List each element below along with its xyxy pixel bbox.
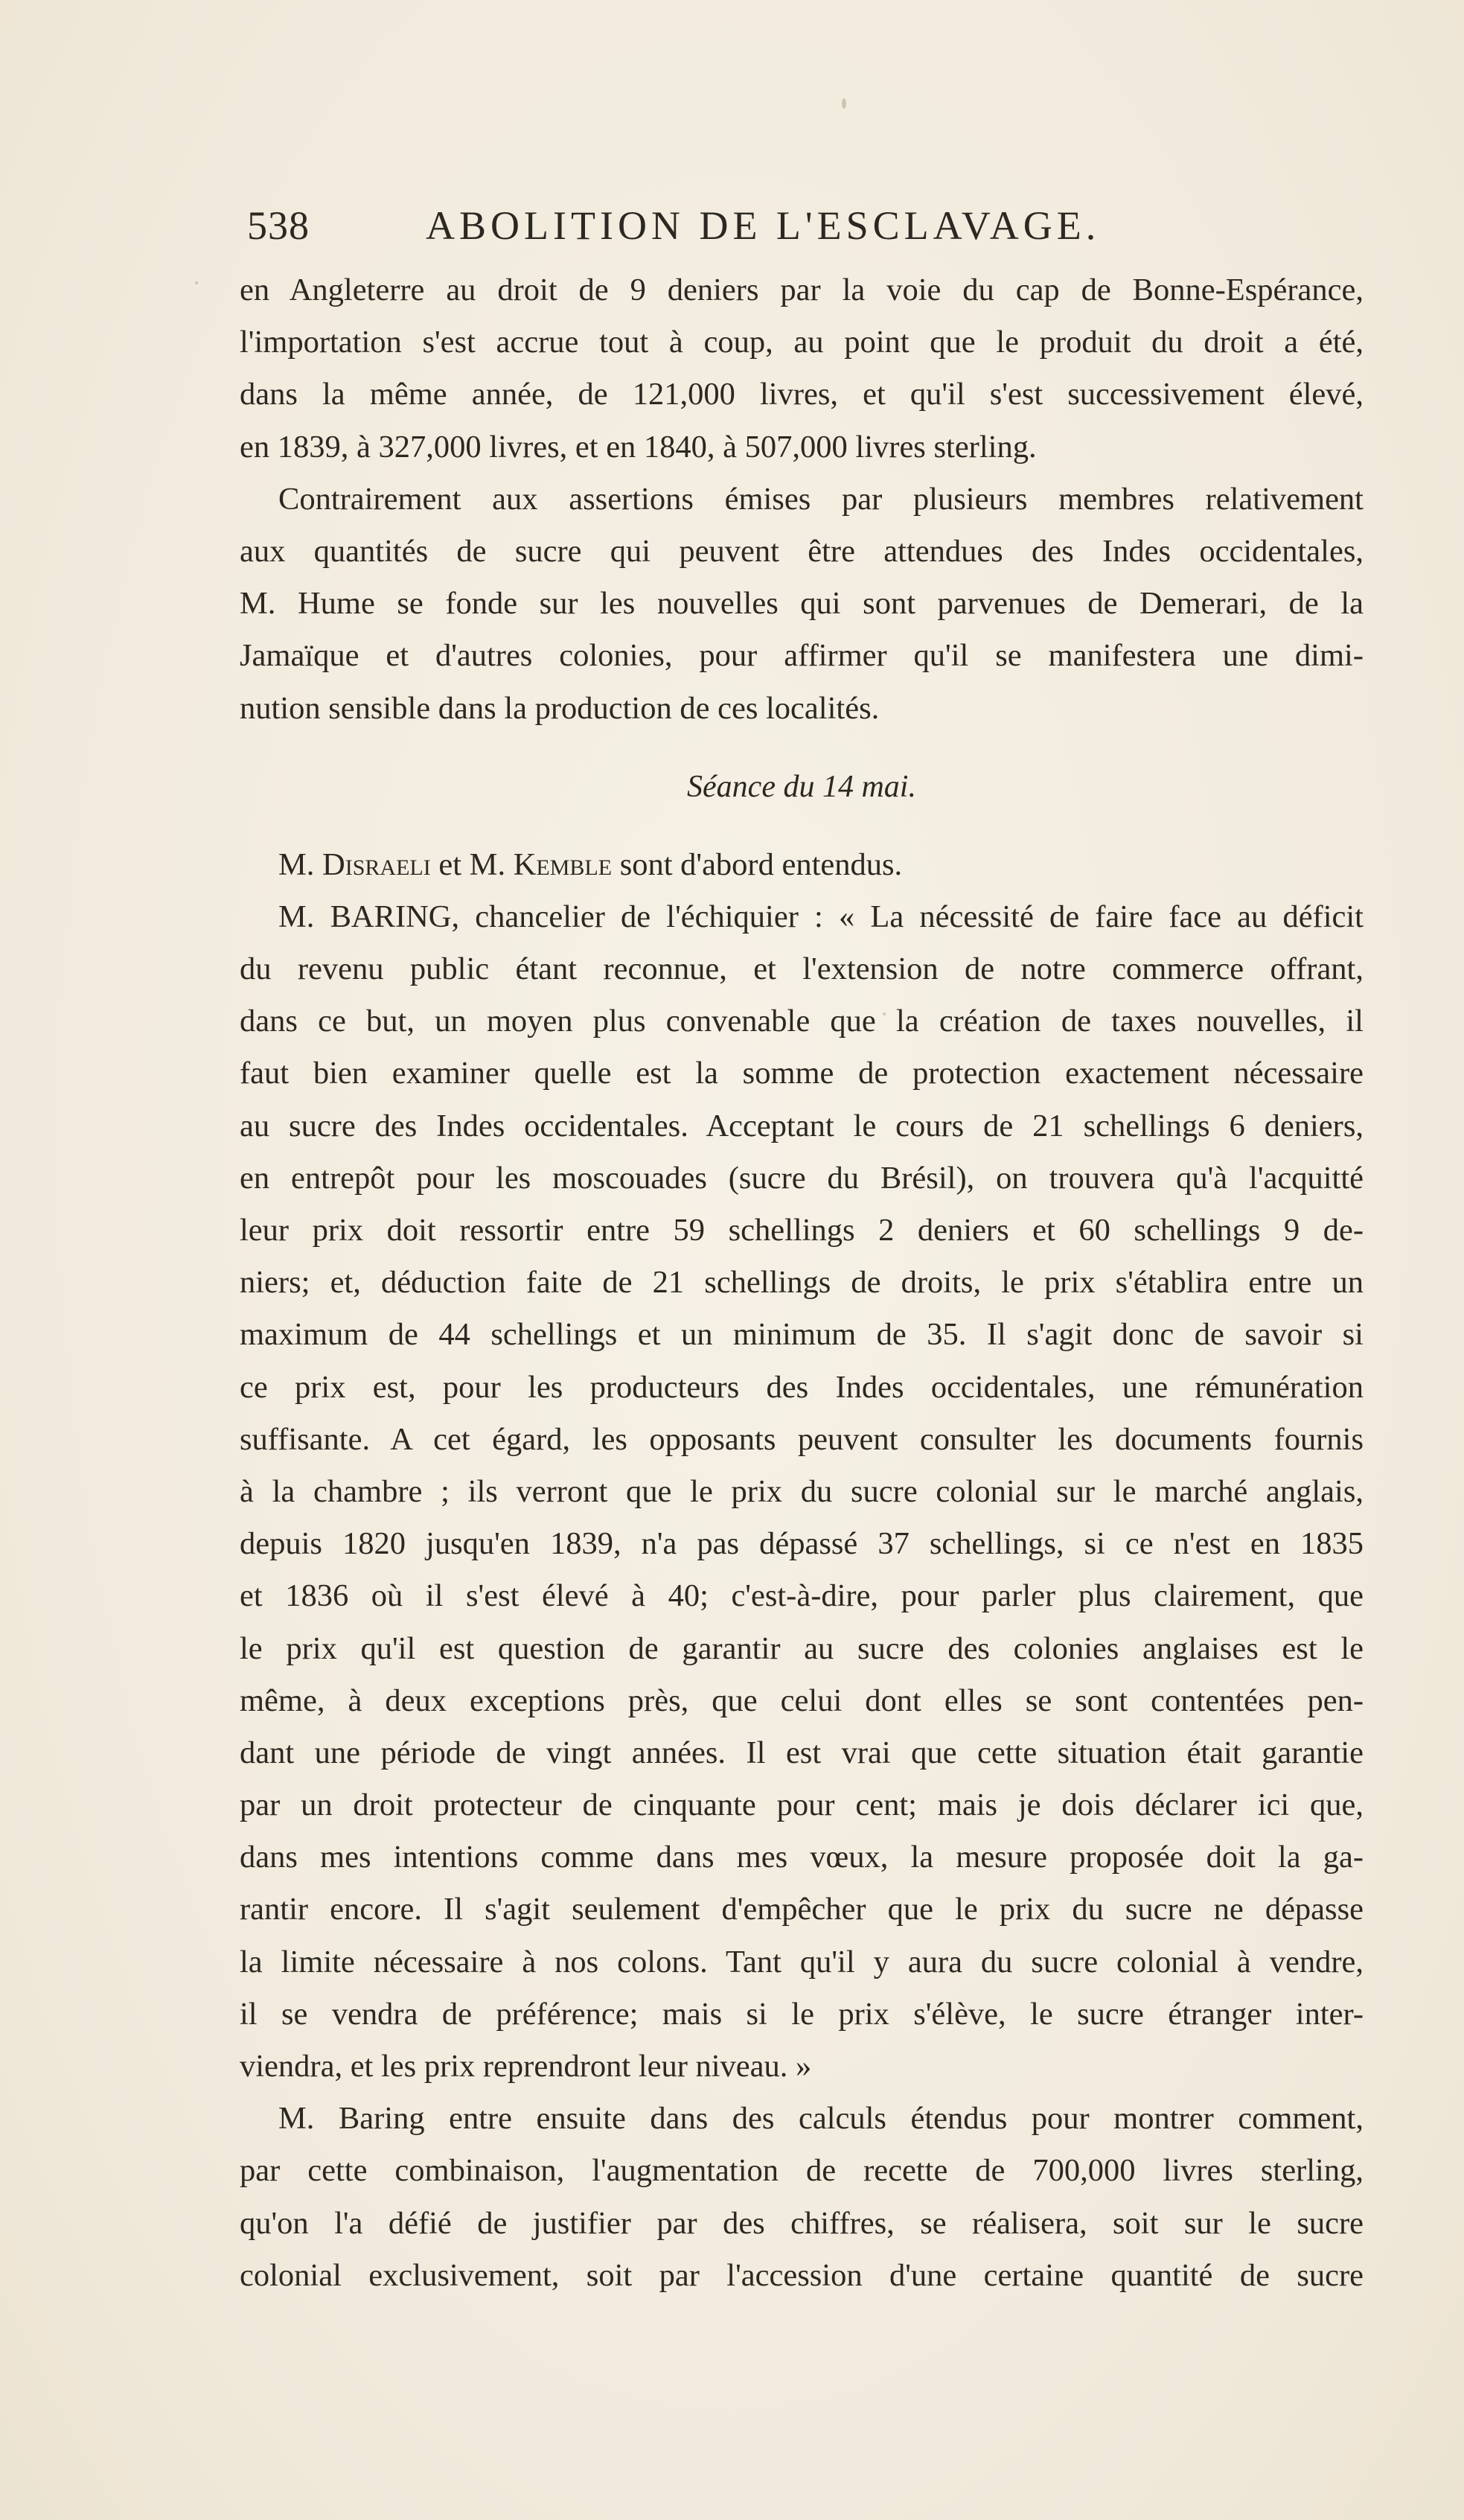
text-line: la limite nécessaire à nos colons. Tant qu'il y aura du sucre colonial à vendre, [240,1944,1364,1980]
text-line: par un droit protecteur de cinquante pour cent; mais je dois déclarer ici que, [240,1787,1364,1823]
text-line: du revenu public étant reconnue, et l'extension de notre commerce offrant, [240,951,1364,987]
running-title: ABOLITION DE L'ESCLAVAGE. [426,203,1101,248]
session-heading: Séance du 14 mai. [687,769,916,804]
text-line: M. BARING, chancelier de l'échiquier : « La nécessité de faire face au déficit [278,899,1364,934]
text-line: rantir encore. Il s'agit seulement d'empêcher que le prix du sucre ne dépasse [240,1892,1364,1927]
text-line: à la chambre ; ils verront que le prix du sucre colonial sur le marché anglais, [240,1473,1364,1509]
text-line: depuis 1820 jusqu'en 1839, n'a pas dépassé 37 schellings, si ce n'est en 1835 [240,1526,1364,1562]
text-line: au sucre des Indes occidentales. Acceptant le cours de 21 schellings 6 deniers, [240,1108,1364,1143]
text-line: M. Hume se fonde sur les nouvelles qui sont parvenues de Demerari, de la [240,586,1364,622]
text-line: ce prix est, pour les producteurs des Indes occidentales, une rémunération [240,1369,1364,1405]
speaker-name: Disraeli [322,846,431,882]
text-line: leur prix doit ressortir entre 59 schellings 2 deniers et 60 schellings 9 de- [240,1213,1364,1248]
page-number: 538 [247,203,310,248]
text-line: dant une période de vingt années. Il est vrai que cette situation était garantie [240,1735,1364,1770]
paper-speck [842,98,846,109]
text-line: Jamaïque et d'autres colonies, pour affirmer qu'il se manifestera une dimi- [240,638,1364,674]
text-line: en 1839, à 327,000 livres, et en 1840, à 507,000 livres sterling. [240,429,1037,465]
running-head [247,192,1215,259]
text-line: le prix qu'il est question de garantir au sucre des colonies anglaises est le [240,1630,1364,1666]
text-line: colonial exclusivement, soit par l'accession d'une certaine quantité de sucre [240,2257,1364,2293]
text-line: dans mes intentions comme dans mes vœux, la mesure proposée doit la ga- [240,1840,1364,1875]
text-line: suffisante. A cet égard, les opposants peuvent consulter les documents fournis [240,1421,1364,1457]
text-line: dans ce but, un moyen plus convenable que la création de taxes nouvelles, il [240,1004,1364,1039]
speaker-name: Kemble [513,846,613,882]
paragraph-5 [240,2093,1364,2302]
text-line: l'importation s'est accrue tout à coup, au point que le produit du droit a été, [240,325,1364,360]
text-run: M. [278,846,323,882]
text-line: et 1836 où il s'est élevé à 40; c'est-à-dire, pour parler plus clairement, que [240,1578,1364,1614]
text-line: faut bien examiner quelle est la somme de protection exactement nécessaire [240,1056,1364,1091]
text-line: qu'on l'a défié de justifier par des chiffres, se réalisera, soit sur le sucre [240,2205,1364,2241]
text-line: dans la même année, de 121,000 livres, et qu'il s'est successivement élevé, [240,377,1364,412]
page-body [240,264,1364,2302]
text-line: Contrairement aux assertions émises par plusieurs membres relativement [278,481,1364,517]
paper-speck [195,281,198,284]
text-run: et M. [430,846,514,882]
text-line: en Angleterre au droit de 9 deniers par la voie du cap de Bonne-Espérance, [240,272,1364,307]
text-line [240,839,1364,891]
paragraph-3 [240,839,1364,891]
text-line: maximum de 44 schellings et un minimum de 35. Il s'agit donc de savoir si [240,1317,1364,1353]
text-line: même, à deux exceptions près, que celui dont elles se sont contentées pen- [240,1682,1364,1718]
text-line: M. Baring entre ensuite dans des calculs étendus pour montrer comment, [278,2101,1364,2137]
text-line: viendra, et les prix reprendront leur niveau. » [240,2049,812,2084]
text-line: par cette combinaison, l'augmentation de recette de 700,000 livres sterling, [240,2153,1364,2189]
text-line: en entrepôt pour les moscouades (sucre du Brésil), on trouvera qu'à l'acquitté [240,1160,1364,1196]
text-run: sont d'abord entendus. [612,846,903,882]
text-line: nution sensible dans la production de ces localités. [240,690,880,726]
paragraph-4 [240,891,1364,2093]
text-line: niers; et, déduction faite de 21 schellings de droits, le prix s'établira entre un [240,1265,1364,1301]
text-line: aux quantités de sucre qui peuvent être attendues des Indes occidentales, [240,533,1364,569]
paragraph-1 [240,264,1364,473]
paragraph-2 [240,473,1364,735]
text-line: il se vendra de préférence; mais si le prix s'élève, le sucre étranger inter- [240,1996,1364,2032]
